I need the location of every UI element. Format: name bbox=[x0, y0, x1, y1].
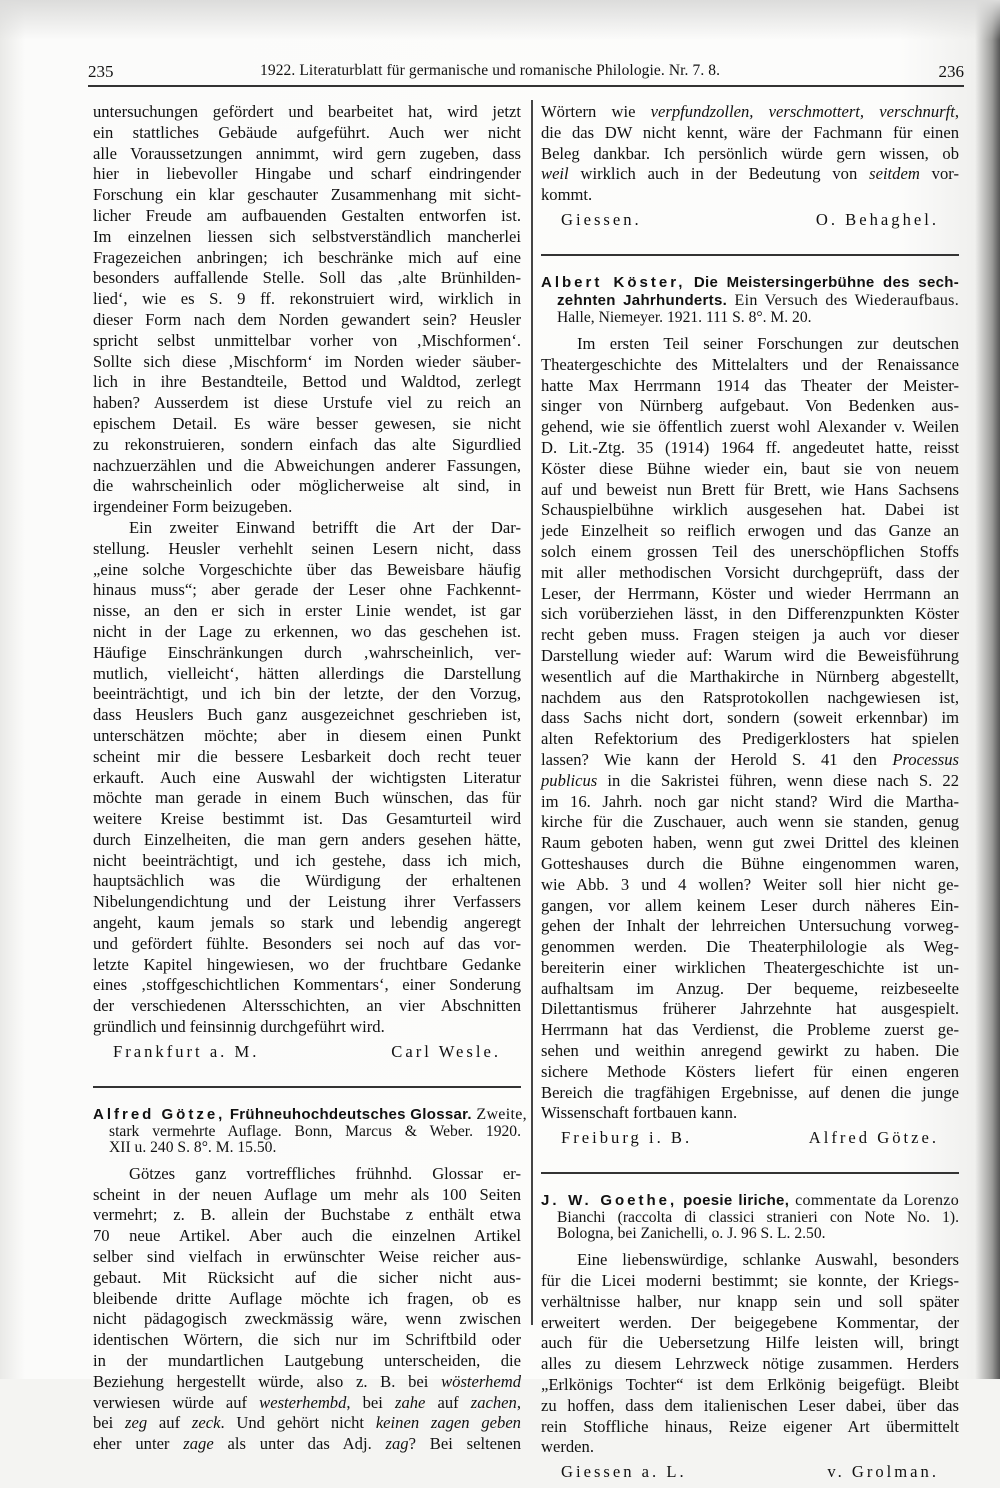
text-line: epischem Detail. Es wäre besser gewesen, sie nicht bbox=[93, 413, 521, 433]
text-line: Wörtern wie verpfundzollen, verschmottert, verschnurft, bbox=[541, 102, 959, 121]
heading-title: poesie liriche, bbox=[683, 1192, 790, 1210]
text-line: dieser Form nach dem Norden gewandert sein? Heusler bbox=[93, 309, 521, 329]
text-line: gehend, wie sie öffentlich zuerst wohl Alexander v. Weilen bbox=[541, 417, 959, 437]
italic-term: zeck bbox=[191, 1413, 221, 1433]
text-line: Fragezeichen anbringen; ich beschränke mich auf eine bbox=[93, 247, 521, 267]
text-line: Im einzelnen liessen sich selbstverständlich mancherlei bbox=[93, 226, 521, 246]
italic-term: zeg bbox=[125, 1413, 148, 1433]
bibliographic-line: stark vermehrte Auflage. Bonn, Marcus & Weber. 1920. bbox=[109, 1122, 521, 1140]
review-goetze-body bbox=[93, 1164, 521, 1455]
text-line: rein Stoffliche hinaus, Reize eigener Art übermittelt bbox=[541, 1416, 959, 1436]
text-line: lassen? Wie kann der Herold S. 41 den Processus bbox=[541, 749, 959, 769]
text-line: durch Einzelheiten, die man gern anders gesehen hätte, bbox=[93, 829, 521, 849]
heading-title: zehnten Jahrhunderts. bbox=[557, 291, 728, 309]
text-line: nachdem aus den Ratsprotokollen nachgewiesen ist, bbox=[541, 687, 959, 707]
text-line: aufhaltsam im Anzug. Der bequeme, reizbeseelte bbox=[541, 978, 959, 998]
review-koester-body bbox=[541, 334, 959, 1124]
signature-author: Carl Wesle. bbox=[391, 1041, 501, 1061]
text-line: nicht pädagogisch zweckmässig wäre, wenn zwischen bbox=[93, 1309, 521, 1329]
text-line: beeinträchtigt, und ich bin der letzte, der den Vorzug, bbox=[93, 684, 521, 704]
review-wesle-end bbox=[93, 102, 521, 1038]
heading-title: Die Meistersingerbühne des sech- bbox=[693, 273, 959, 291]
text-line: Im ersten Teil seiner Forschungen zur deutschen bbox=[577, 333, 959, 353]
journal-title: 1922. Literaturblatt für germanische und romanische Philologie. Nr. 7. 8. bbox=[260, 62, 721, 79]
text-line: genommen werden. Die Theaterphilologie als Weg- bbox=[541, 937, 959, 957]
text-line: hier in liebevoller Hingabe und scharf eindringender bbox=[93, 164, 521, 184]
text-line: in der mundartlichen Lautgebung unterscheiden, die bbox=[93, 1351, 521, 1371]
signature-place: Giessen a. L. bbox=[561, 1462, 687, 1482]
text-line: erkauft. Auch eine Auswahl der wichtigsten Literatur bbox=[93, 767, 521, 787]
text-line: Beziehung hergestellt würde, also z. B. bei wösterhemd bbox=[93, 1371, 521, 1391]
italic-term: zag bbox=[385, 1434, 409, 1454]
italic-term: zahe bbox=[394, 1392, 426, 1412]
text-line: alten Refektorium des Predigerklosters hat spielen bbox=[541, 729, 959, 749]
text-line: solch einem grossen Teil des unerschöpflichen Stoffs bbox=[541, 541, 959, 561]
text-line: jede Einzelheit so reiflich erwogen und das Ganze an bbox=[541, 521, 959, 541]
text-line: Herrmann hat das Verdienst, die Probleme zuerst ge- bbox=[541, 1020, 959, 1040]
italic-term: wösterhemd bbox=[441, 1371, 521, 1391]
text-line: Gotteshauses durch die Bühne eingenommen waren, bbox=[541, 853, 959, 873]
bibliographic-line: Bianchi (raccolta di classici stranieri con Note No. 1). bbox=[557, 1209, 959, 1227]
heading-author: J. W. Goethe, bbox=[541, 1192, 678, 1210]
text-line: eher unter zage als unter das Adj. zag? Bei seltenen bbox=[93, 1434, 522, 1454]
bibliographic-heading-line bbox=[541, 274, 959, 292]
text-line: wie Abb. 3 und 4 wollen? Weiter soll hier nicht ge- bbox=[541, 874, 959, 894]
text-line: im 16. Jahrh. noch gar nicht stand? Wird die Martha- bbox=[541, 791, 959, 811]
review-goethe-body bbox=[541, 1250, 959, 1458]
text-line: auch für die Uebersetzung Hilfe leisten will, bringt bbox=[541, 1333, 959, 1353]
text-line: D. Lit.-Ztg. 35 (1914) 1964 ff. angedeutet hatte, reisst bbox=[541, 437, 959, 457]
heading-rest: Ein Versuch des Wiederaufbaus. bbox=[734, 291, 960, 309]
text-line: mutlich, vielleicht‘, hätten allerdings die Darstellung bbox=[93, 663, 521, 683]
bibliographic-heading-line bbox=[541, 292, 959, 310]
text-line: publicus in die Sakristei führen, wenn diese nach S. 22 bbox=[541, 770, 959, 790]
text-line: „Erlkönigs Tochter“ ist dem Erlkönig beigefügt. Bleibt bbox=[541, 1375, 959, 1395]
text-line: hatte Max Herrmann 1914 das Theater der Meister- bbox=[541, 375, 959, 395]
scan-shadow bbox=[0, 0, 1000, 40]
section-rule bbox=[541, 1172, 959, 1174]
text-line: gangen, vor allem keinem Leser durch näheres Ein- bbox=[541, 895, 959, 915]
text-line: bereiterin einer wirklichen Theatergeschichte ist un- bbox=[541, 957, 959, 977]
text-line: Eine liebenswürdige, schlanke Auswahl, besonders bbox=[577, 1250, 959, 1270]
review-heading-goethe bbox=[541, 1192, 959, 1242]
text-line: untersuchungen gefördert und bearbeitet hat, wird jetzt bbox=[93, 102, 521, 121]
italic-term: weil bbox=[541, 164, 569, 184]
italic-term: keinen zagen geben bbox=[375, 1413, 521, 1433]
text-line: kirche für die Zuschauer, auch wenn sie standen, genug bbox=[541, 812, 959, 832]
text-line: Wissenschaft fortbauen kann. bbox=[541, 1103, 738, 1123]
text-line: gehen der Inhalt der lehrreichen Untersuchung vorweg- bbox=[541, 916, 959, 936]
running-header bbox=[88, 58, 964, 82]
text-line: werden. bbox=[541, 1437, 594, 1457]
text-line: scheint mir die bessere Lesbarkeit doch recht teuer bbox=[93, 746, 521, 766]
italic-term: westerhembd bbox=[259, 1392, 347, 1412]
signature-place: Freiburg i. B. bbox=[561, 1128, 693, 1148]
page-number-right: 236 bbox=[938, 62, 964, 81]
text-line: besonders auffallende Stelle. Soll das ‚alte Brünhilden- bbox=[93, 268, 521, 288]
text-line: licher Freude am aufbauenden Gestalten entworfen ist. bbox=[93, 205, 521, 225]
text-line: scheint in der neuen Auflage um mehr als 100 Seiten bbox=[93, 1184, 521, 1204]
text-line: hinaus muss“; aber gerade der Leser ohne Fachkennt- bbox=[93, 580, 521, 600]
text-line: Leser, der Herrmann, Köster und wieder Herrmann an bbox=[541, 583, 959, 603]
text-line: selber sind vielfach in erwünschter Weise reicher aus- bbox=[93, 1247, 521, 1267]
text-line: angeht, kaum jemals so stark und lebendig angeregt bbox=[93, 913, 521, 933]
text-line: die wahrscheinlich oder möglicherweise alt sind, in bbox=[93, 476, 521, 496]
text-line: haben? Ausserdem ist diese Urstufe viel zu reich an bbox=[93, 393, 521, 413]
text-line: erweitert werden. Der beigegebene Kommentar, der bbox=[541, 1312, 959, 1332]
text-line: die das DW nicht kennt, wäre der Fachmann für einen bbox=[541, 122, 959, 142]
text-line: singer von Nürnberg aufgebaut. Von Bedenken aus- bbox=[541, 396, 959, 416]
text-line: hauptsächlich was die Würdigung der erhaltenen bbox=[93, 871, 521, 891]
signature-author: v. Grolman. bbox=[827, 1462, 939, 1482]
text-line: dass Sachs nicht dort, sondern (soweit erkennbar) im bbox=[541, 708, 959, 728]
review-heading-koester bbox=[541, 274, 959, 326]
italic-term: zachen bbox=[470, 1392, 517, 1412]
text-line: sichere Methode Kösters liefert für einen engeren bbox=[541, 1061, 959, 1081]
signature-author: O. Behaghel. bbox=[815, 209, 939, 229]
text-line: gebaut. Mit Rücksicht auf die sicher nicht aus- bbox=[93, 1267, 521, 1287]
bibliographic-line: XII u. 240 S. 8°. M. 15.50. bbox=[109, 1138, 277, 1156]
text-line: weitere Kreise bestimmt ist. Das Gesamturteil wird bbox=[93, 809, 521, 829]
text-line: Darstellung wieder auf: Warum wird die Beweisführung bbox=[541, 645, 959, 665]
text-line: sehen und weithin anregend gewirkt zu haben. Die bbox=[541, 1041, 959, 1061]
heading-rest: commentate da Lorenzo bbox=[795, 1192, 960, 1210]
text-line: zu hoffen, dass dem italienischen Leser dabei, über das bbox=[541, 1395, 959, 1415]
signature-place: Giessen. bbox=[561, 209, 642, 229]
text-line: gründlich und feinsinnig durchgeführt wird. bbox=[93, 1017, 385, 1037]
text-line: weil wirklich auch in der Bedeutung von seitdem vor- bbox=[541, 164, 959, 184]
signature-author: Alfred Götze. bbox=[808, 1128, 939, 1148]
text-line: verhältnisse halber, nur knapp sein und soll später bbox=[541, 1291, 959, 1311]
text-line: Götzes ganz vortreffliches frühnhd. Glossar er- bbox=[129, 1163, 521, 1183]
text-line: „eine solche Vorgeschichte über das Beweisbare häufig bbox=[93, 559, 521, 579]
text-line: für die Licei moderni bestimmt; sie konnte, der Kriegs- bbox=[541, 1271, 959, 1291]
bibliographic-line: Bologna, bei Zanichelli, o. J. 96 S. L. 2.50. bbox=[557, 1225, 826, 1243]
text-line: vermehrt; z. B. allein der Buchstabe z enthält etwa bbox=[93, 1205, 521, 1225]
signature-place: Frankfurt a. M. bbox=[113, 1041, 260, 1061]
text-line: bleibende dritte Auflage möchte ich fragen, ob es bbox=[93, 1288, 521, 1308]
text-line: Dilettantismus früherer Jahrzehnte hat ausgespielt. bbox=[541, 999, 959, 1019]
text-line: Ein zweiter Einwand betrifft die Art der Dar- bbox=[129, 517, 521, 537]
text-line: alles zu diesem Lehrzweck nötige zusammen. Herders bbox=[541, 1354, 959, 1374]
review-heading-goetze bbox=[93, 1105, 527, 1156]
heading-author: Alfred Götze, bbox=[93, 1105, 226, 1123]
text-line: eines ‚stoffgeschichtlichen Kommentars‘, einer Sonderung bbox=[93, 975, 521, 995]
text-line: letzte Kapitel hingewiesen, wo der fruchtbare Gedanke bbox=[93, 954, 521, 974]
signature-wesle bbox=[93, 1038, 521, 1068]
text-line: und gefördert fühlte. Besonders sei noch auf das vor- bbox=[93, 933, 521, 953]
review-goetze-end bbox=[541, 102, 959, 206]
text-line: identischen Wörtern, die sich nur im Schriftbild oder bbox=[93, 1330, 521, 1350]
text-line: möchte man gerade in einem Buch wünschen, das für bbox=[93, 788, 521, 808]
text-line: unterschätzen möchte; aber in diesem einen Punkt bbox=[93, 725, 521, 745]
text-line: alle Voraussetzungen annimmt, wird gern zugeben, dass bbox=[93, 143, 521, 163]
text-line: auf und beweist nun Brett für Brett, wie Hans Sachsens bbox=[541, 479, 959, 499]
text-line: dass Heuslers Buch ganz ausgezeichnet geschrieben ist, bbox=[93, 705, 521, 725]
bibliographic-heading-line bbox=[541, 1192, 959, 1210]
text-line: Schauspielbühne wirklich ausgesehen hat. Dabei ist bbox=[541, 500, 959, 520]
left-column bbox=[93, 102, 527, 1455]
text-line: 70 neue Artikel. Aber auch die einzelnen Artikel bbox=[93, 1226, 521, 1246]
text-line: nisse, an den er sich in erster Linie wendet, ist gar bbox=[93, 601, 521, 621]
text-line: Raum geboten haben, wenn gut zwei Drittel des kleinen bbox=[541, 833, 959, 853]
italic-term: zage bbox=[183, 1434, 214, 1454]
page-number-left: 235 bbox=[88, 62, 114, 81]
italic-term: Processus bbox=[892, 749, 959, 769]
section-rule bbox=[541, 254, 959, 256]
italic-term: publicus bbox=[541, 770, 598, 790]
right-column bbox=[541, 102, 959, 1488]
heading-author: Albert Köster, bbox=[541, 273, 686, 291]
header-rule bbox=[88, 85, 964, 87]
signature-grolman bbox=[541, 1458, 959, 1488]
heading-rest: Zweite, bbox=[476, 1105, 527, 1123]
text-line: Häufige Einschränkungen durch ‚wahrscheinlich, ver- bbox=[93, 642, 521, 662]
text-line: Beleg dankbar. Ich persönlich würde gern wissen, ob bbox=[541, 143, 959, 163]
text-line: der verschiedenen Altersschichten, an vier Abschnitten bbox=[93, 996, 521, 1016]
text-line: Theatergeschichte des Mittelalters und der Renaissance bbox=[541, 354, 959, 374]
heading-title: Frühneuhochdeutsches Glossar. bbox=[229, 1105, 472, 1123]
text-line: mit aller methodischen Vorsicht durchgeprüft, dass der bbox=[541, 562, 959, 582]
bibliographic-heading-line bbox=[93, 1105, 527, 1124]
text-line: zu rekonstruieren, sondern einfach das alte Sigurdlied bbox=[93, 434, 521, 454]
signature-goetze bbox=[541, 1124, 959, 1154]
text-line: sich vorüberziehen lässt, in den Differenzpunkten Köster bbox=[541, 604, 959, 624]
text-line: stellung. Heusler verhehlt seinen Lesern nicht, dass bbox=[93, 538, 521, 558]
text-line: Nibelungendichtung und der Leistung ihrer Verfassers bbox=[93, 892, 521, 912]
text-line: ein stattliches Gebäude aufgeführt. Auch wer nicht bbox=[93, 122, 521, 142]
text-line: spricht selbst unmittelbar vorher von ‚Mischformen‘. bbox=[93, 330, 521, 350]
text-line: nachzuerzählen und die Abweichungen anderer Fassungen, bbox=[93, 455, 521, 475]
italic-term: verpfundzollen, verschmottert, verschnurft bbox=[650, 102, 955, 121]
text-line: nicht beeinträchtigt, und ich gestehe, dass ich mich, bbox=[93, 850, 521, 870]
italic-term: seitdem bbox=[869, 164, 920, 184]
text-line: kommt. bbox=[541, 185, 593, 205]
text-line: Bereich die tragfähigen Ergebnisse, auf denen die junge bbox=[541, 1082, 959, 1102]
text-line: Köster diese Bühne wieder ein, baut sie von neuem bbox=[541, 458, 959, 478]
text-line: wesentlich auf die Marthakirche in Nürnberg abgestellt, bbox=[541, 666, 959, 686]
text-line: irgendeiner Form beizugeben. bbox=[93, 497, 293, 517]
text-line: Forschung ein klar geschauter Zusammenhang mit sicht- bbox=[93, 185, 521, 205]
section-rule bbox=[93, 1086, 521, 1088]
column-divider bbox=[531, 100, 533, 1325]
text-line: recht geben muss. Fragen steigen ja auch vor dieser bbox=[541, 625, 959, 645]
text-line: bei zeg auf zeck. Und gehört nicht keinen zagen geben bbox=[93, 1413, 521, 1433]
text-line: lich in ihre Bestandteile, Bettod und Waldtod, zerlegt bbox=[93, 372, 521, 392]
text-line: Sollte sich diese ‚Mischform‘ im Norden wieder säuber- bbox=[93, 351, 521, 371]
text-line: nicht in der Lage zu erkennen, wo das geschehen ist. bbox=[93, 621, 521, 641]
text-line: verwiesen würde auf westerhembd, bei zahe auf zachen, bbox=[93, 1392, 521, 1412]
bibliographic-line: Halle, Niemeyer. 1921. 111 S. 8°. M. 20. bbox=[557, 308, 812, 326]
signature-behaghel bbox=[541, 206, 959, 236]
text-line: lied‘, wie es S. 9 ff. rekonstruiert wird, wirklich in bbox=[93, 289, 521, 309]
